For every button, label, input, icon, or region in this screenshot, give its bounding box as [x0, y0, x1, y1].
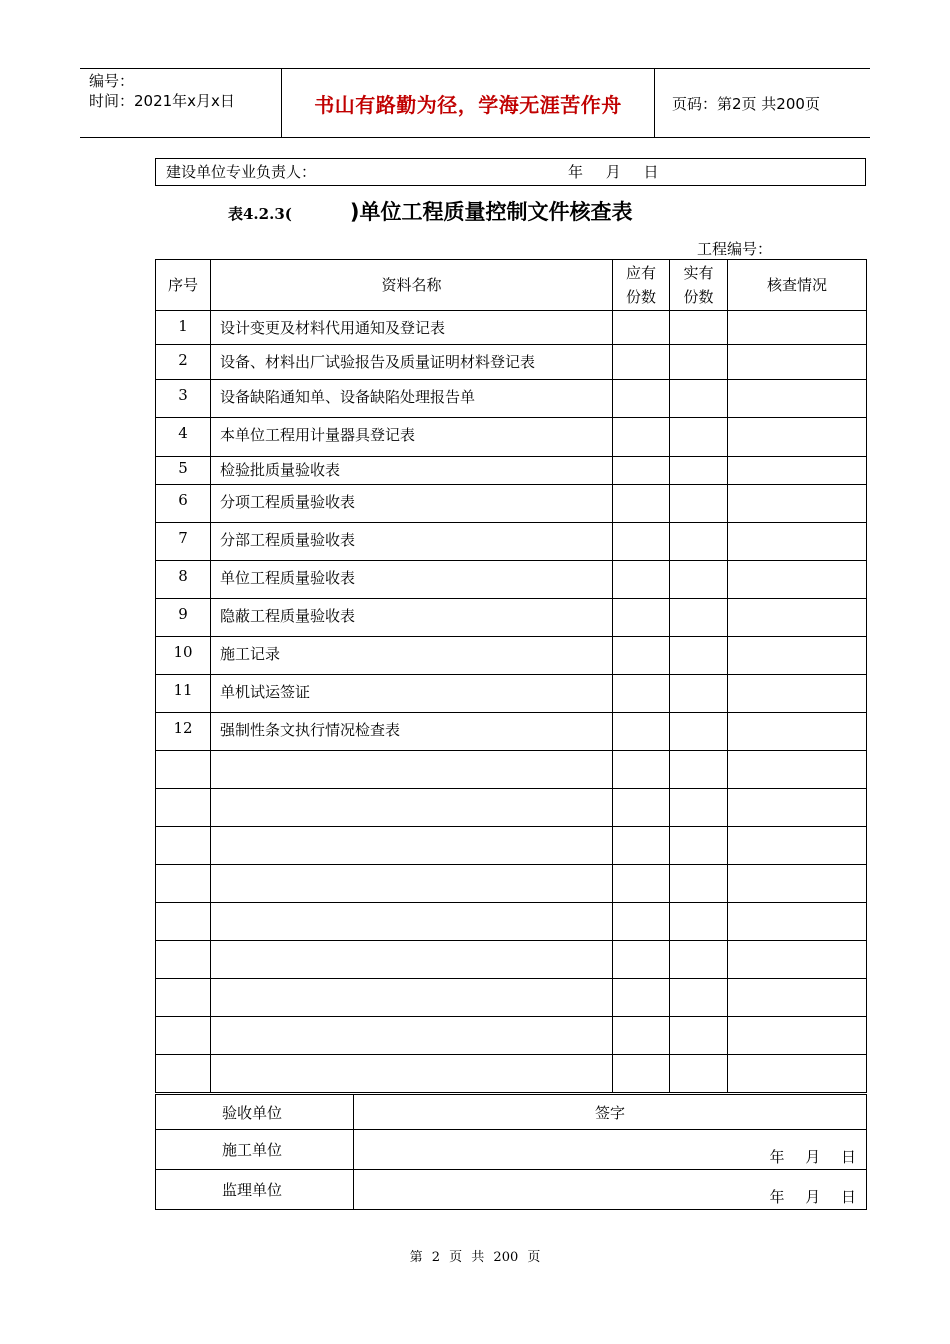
- row-required-count: [613, 345, 670, 380]
- empty-cell: [728, 903, 867, 941]
- signoff-sign-header: 签字: [354, 1095, 867, 1130]
- empty-cell: [613, 789, 670, 827]
- empty-cell: [613, 979, 670, 1017]
- row-required-count: [613, 457, 670, 485]
- table-row: [156, 523, 867, 561]
- row-actual-count: [670, 311, 728, 345]
- empty-cell: [728, 827, 867, 865]
- empty-cell: [670, 865, 728, 903]
- empty-cell: [613, 827, 670, 865]
- row-actual-count: [670, 713, 728, 751]
- signoff-row-supervision: [156, 1170, 867, 1210]
- empty-cell: [728, 1017, 867, 1055]
- table-row: [156, 380, 867, 418]
- row-check-status: [728, 599, 867, 637]
- empty-cell: [670, 789, 728, 827]
- project-number-label: 工程编号：: [697, 240, 773, 258]
- row-number: 8: [156, 561, 211, 599]
- empty-cell: [156, 1017, 211, 1055]
- table-row: [156, 561, 867, 599]
- empty-cell: [156, 903, 211, 941]
- row-required-count: [613, 523, 670, 561]
- row-check-status: [728, 345, 867, 380]
- table-row: [156, 485, 867, 523]
- table-row: [156, 637, 867, 675]
- row-number: 12: [156, 713, 211, 751]
- row-required-count: [613, 599, 670, 637]
- serial-label: 编号：: [89, 72, 135, 90]
- empty-cell: [670, 903, 728, 941]
- table-row-empty: [156, 751, 867, 789]
- table-row-empty: [156, 865, 867, 903]
- empty-cell: [211, 1017, 613, 1055]
- table-row-empty: [156, 941, 867, 979]
- empty-cell: [613, 903, 670, 941]
- row-check-status: [728, 311, 867, 345]
- empty-cell: [211, 789, 613, 827]
- row-actual-count: [670, 485, 728, 523]
- form-name: )单位工程质量控制文件核查表: [349, 200, 633, 224]
- row-actual-count: [670, 380, 728, 418]
- empty-cell: [728, 979, 867, 1017]
- empty-cell: [613, 1017, 670, 1055]
- empty-cell: [211, 827, 613, 865]
- document-header: [80, 68, 870, 138]
- table-header-row: [156, 260, 867, 311]
- table-row: [156, 599, 867, 637]
- empty-cell: [613, 751, 670, 789]
- empty-cell: [728, 1055, 867, 1093]
- row-check-status: [728, 637, 867, 675]
- row-document-name: 单机试运签证: [211, 675, 613, 713]
- row-check-status: [728, 561, 867, 599]
- table-row: [156, 713, 867, 751]
- row-number: 1: [156, 311, 211, 345]
- row-document-name: 设备缺陷通知单、设备缺陷处理报告单: [211, 380, 613, 418]
- empty-cell: [728, 789, 867, 827]
- empty-cell: [211, 903, 613, 941]
- row-actual-count: [670, 637, 728, 675]
- empty-cell: [728, 941, 867, 979]
- header-meta: [80, 69, 282, 137]
- row-number: 7: [156, 523, 211, 561]
- empty-cell: [613, 941, 670, 979]
- row-actual-count: [670, 418, 728, 457]
- header-actual: 实有份数: [670, 260, 728, 311]
- row-check-status: [728, 457, 867, 485]
- row-document-name: 检验批质量验收表: [211, 457, 613, 485]
- responsible-label: 建设单位专业负责人：: [166, 163, 317, 181]
- signoff-header-row: [156, 1095, 867, 1130]
- header-no: 序号: [156, 260, 211, 311]
- header-motto: 书山有路勤为径，学海无涯苦作舟: [282, 69, 655, 137]
- empty-cell: [670, 751, 728, 789]
- empty-cell: [728, 865, 867, 903]
- checklist-table: [155, 259, 867, 1093]
- row-number: 5: [156, 457, 211, 485]
- form-code: 表4.2.3(: [228, 205, 292, 223]
- empty-cell: [156, 827, 211, 865]
- row-required-count: [613, 561, 670, 599]
- table-row-empty: [156, 979, 867, 1017]
- row-number: 4: [156, 418, 211, 457]
- empty-cell: [670, 827, 728, 865]
- row-check-status: [728, 380, 867, 418]
- responsible-date: 年 月 日: [568, 163, 659, 181]
- row-number: 2: [156, 345, 211, 380]
- row-required-count: [613, 380, 670, 418]
- table-row: [156, 418, 867, 457]
- row-actual-count: [670, 599, 728, 637]
- empty-cell: [670, 941, 728, 979]
- empty-cell: [211, 751, 613, 789]
- time-label: 时间：2021年x月x日: [89, 92, 235, 110]
- row-actual-count: [670, 675, 728, 713]
- table-row: [156, 345, 867, 380]
- row-required-count: [613, 713, 670, 751]
- header-required: 应有份数: [613, 260, 670, 311]
- table-row-empty: [156, 789, 867, 827]
- empty-cell: [211, 979, 613, 1017]
- row-check-status: [728, 523, 867, 561]
- empty-cell: [156, 1055, 211, 1093]
- row-actual-count: [670, 457, 728, 485]
- empty-cell: [670, 1055, 728, 1093]
- signoff-table: [155, 1094, 867, 1210]
- row-number: 11: [156, 675, 211, 713]
- row-document-name: 强制性条文执行情况检查表: [211, 713, 613, 751]
- row-number: 9: [156, 599, 211, 637]
- row-required-count: [613, 675, 670, 713]
- row-required-count: [613, 311, 670, 345]
- row-check-status: [728, 485, 867, 523]
- row-document-name: 设备、材料出厂试验报告及质量证明材料登记表: [211, 345, 613, 380]
- empty-cell: [613, 1055, 670, 1093]
- row-actual-count: [670, 345, 728, 380]
- table-row: [156, 311, 867, 345]
- empty-cell: [613, 865, 670, 903]
- page-footer: 第 2 页 共 200 页: [409, 1250, 541, 1265]
- table-row-empty: [156, 1055, 867, 1093]
- row-document-name: 单位工程质量验收表: [211, 561, 613, 599]
- header-name: 资料名称: [211, 260, 613, 311]
- row-check-status: [728, 713, 867, 751]
- row-number: 10: [156, 637, 211, 675]
- row-actual-count: [670, 523, 728, 561]
- table-row-empty: [156, 903, 867, 941]
- empty-cell: [728, 751, 867, 789]
- row-document-name: 本单位工程用计量器具登记表: [211, 418, 613, 457]
- empty-cell: [156, 865, 211, 903]
- empty-cell: [670, 1017, 728, 1055]
- signoff-date: 年 月 日: [354, 1170, 867, 1210]
- row-check-status: [728, 418, 867, 457]
- row-document-name: 分部工程质量验收表: [211, 523, 613, 561]
- form-title: [228, 196, 632, 228]
- row-number: 3: [156, 380, 211, 418]
- row-number: 6: [156, 485, 211, 523]
- row-document-name: 设计变更及材料代用通知及登记表: [211, 311, 613, 345]
- empty-cell: [156, 979, 211, 1017]
- table-row-empty: [156, 1017, 867, 1055]
- empty-cell: [670, 979, 728, 1017]
- empty-cell: [211, 941, 613, 979]
- empty-cell: [156, 941, 211, 979]
- table-row: [156, 457, 867, 485]
- row-document-name: 施工记录: [211, 637, 613, 675]
- signoff-unit: 监理单位: [156, 1170, 354, 1210]
- empty-cell: [156, 751, 211, 789]
- row-actual-count: [670, 561, 728, 599]
- empty-cell: [211, 865, 613, 903]
- signoff-unit: 施工单位: [156, 1130, 354, 1170]
- empty-cell: [156, 789, 211, 827]
- signoff-row-construction: [156, 1130, 867, 1170]
- table-row: [156, 675, 867, 713]
- responsible-person-row: [155, 158, 866, 186]
- signoff-date: 年 月 日: [354, 1130, 867, 1170]
- signoff-unit-header: 验收单位: [156, 1095, 354, 1130]
- header-check: 核查情况: [728, 260, 867, 311]
- row-check-status: [728, 675, 867, 713]
- empty-cell: [211, 1055, 613, 1093]
- table-row-empty: [156, 827, 867, 865]
- row-required-count: [613, 637, 670, 675]
- row-required-count: [613, 485, 670, 523]
- row-required-count: [613, 418, 670, 457]
- page-info-text: 页码：第2页 共200页: [672, 94, 820, 113]
- header-page-info: [664, 69, 870, 137]
- row-document-name: 分项工程质量验收表: [211, 485, 613, 523]
- row-document-name: 隐蔽工程质量验收表: [211, 599, 613, 637]
